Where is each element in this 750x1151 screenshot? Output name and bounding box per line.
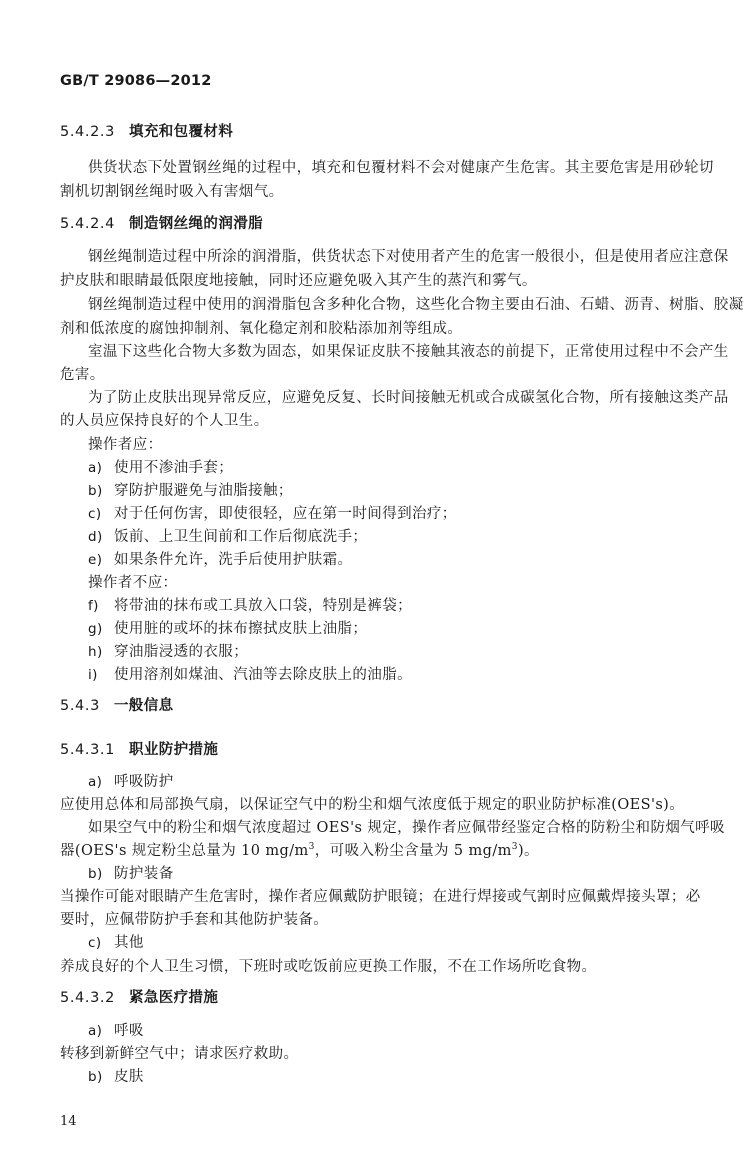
section-title: 一般信息 <box>113 697 174 714</box>
subsection-title: 呼吸 <box>114 1023 144 1039</box>
list-text: 饭前、上卫生间前和工作后彻底洗手； <box>114 529 368 545</box>
paragraph-line: 的人员应保持良好的个人卫生。 <box>60 413 269 429</box>
paragraph-line: 养成良好的个人卫生习惯，下班时或吃饭前应更换工作服，不在工作场所吃食物。 <box>60 959 597 975</box>
list-text: 如果条件允许，洗手后使用护肤霜。 <box>114 552 353 568</box>
section-title: 填充和包覆材料 <box>128 123 234 140</box>
section-heading-5-4-3-2 <box>60 988 218 1008</box>
section-heading-5-4-3-1 <box>60 740 218 760</box>
paragraph-line: 供货状态下处置钢丝绳的过程中，填充和包覆材料不会对健康产生危害。其主要危害是用砂轮切 <box>88 160 714 176</box>
section-title: 紧急医疗措施 <box>128 989 219 1006</box>
section-title: 职业防护措施 <box>128 741 219 758</box>
paragraph-line: 割机切割钢丝绳时吸入有害烟气。 <box>60 184 284 200</box>
subsection-title: 呼吸防护 <box>114 774 174 790</box>
paragraph-line: 室温下这些化合物大多数为固态，如果保证皮肤不接触其液态的前提下，正常使用过程中不会产生 <box>88 344 729 360</box>
paragraph-line: 剂和低浓度的腐蚀抑制剂、氧化稳定剂和胶粘添加剂等组成。 <box>60 321 463 337</box>
list-text: 将带油的抹布或工具放入口袋，特别是裤袋； <box>114 598 412 614</box>
list-label: f) <box>88 598 99 614</box>
list-label: a) <box>88 774 103 790</box>
paragraph-line: 要时，应佩带防护手套和其他防护装备。 <box>60 912 329 928</box>
list-item <box>88 504 457 524</box>
section-heading-5-4-2-3 <box>60 122 233 142</box>
subsection-heading <box>88 772 174 792</box>
list-text: 使用溶剂如煤油、汽油等去除皮肤上的油脂。 <box>114 667 412 683</box>
list-text: 对于任何伤害，即使很轻，应在第一时间得到治疗； <box>114 506 457 522</box>
list-item <box>88 665 412 685</box>
list-label: i) <box>88 667 98 683</box>
list-text: 使用不渗油手套； <box>114 460 234 476</box>
subsection-heading <box>88 933 144 953</box>
subsection-title: 其他 <box>114 935 144 951</box>
paragraph-line: 如果空气中的粉尘和烟气浓度超过 OES's 规定，操作者应佩带经鉴定合格的防粉尘和防烟气呼吸 <box>88 820 725 836</box>
section-number: 5.4.3 <box>60 698 100 714</box>
list-label: a) <box>88 1023 103 1039</box>
page-number: 14 <box>60 1114 77 1129</box>
list-item <box>88 481 293 501</box>
subsection-heading <box>88 1067 144 1087</box>
section-heading-5-4-3 <box>60 696 174 716</box>
list-label: g) <box>88 621 103 637</box>
section-number: 5.4.3.1 <box>60 742 115 758</box>
subsection-title: 防护装备 <box>114 866 174 882</box>
paragraph-line: 应使用总体和局部换气扇，以保证空气中的粉尘和烟气浓度低于规定的职业防护标准(OES's)。 <box>60 797 685 813</box>
section-title: 制造钢丝绳的润滑脂 <box>128 215 264 232</box>
list-item <box>88 458 233 478</box>
section-number: 5.4.2.4 <box>60 216 115 232</box>
list-label: h) <box>88 644 103 660</box>
subsection-heading <box>88 1021 144 1041</box>
list-text: 使用脏的或坏的抹布擦拭皮肤上油脂； <box>114 621 368 637</box>
list-item <box>88 619 367 639</box>
subsection-title: 皮肤 <box>114 1069 144 1085</box>
paragraph-line: 为了防止皮肤出现异常反应，应避免反复、长时间接触无机或合成碳氢化合物，所有接触这类产品 <box>88 390 729 406</box>
list-item <box>88 642 248 662</box>
list-item <box>88 596 412 616</box>
list-item <box>88 550 352 570</box>
list-label: b) <box>88 1069 103 1085</box>
section-number: 5.4.2.3 <box>60 124 115 140</box>
list-label: c) <box>88 935 102 951</box>
list-label: b) <box>88 483 103 499</box>
list-intro: 操作者不应： <box>88 575 178 591</box>
list-text: 穿油脂浸透的衣服； <box>114 644 249 660</box>
list-item <box>88 527 367 547</box>
paragraph-line: 转移到新鲜空气中；请求医疗救助。 <box>60 1046 299 1062</box>
paragraph-line: 护皮肤和眼睛最低限度地接触，同时还应避免吸入其产生的蒸汽和雾气。 <box>60 273 537 289</box>
list-label: d) <box>88 529 103 545</box>
paragraph-line: 钢丝绳制造过程中所涂的润滑脂，供货状态下对使用者产生的危害一般很小，但是使用者应注意保 <box>88 249 729 265</box>
paragraph-line: 器(OES's 规定粉尘总量为 10 $mg/m^3$，可吸入粉尘含量为 5 $mg/m^3$)。 <box>60 842 539 859</box>
section-heading-5-4-2-4 <box>60 214 263 234</box>
list-intro: 操作者应： <box>88 437 163 453</box>
list-label: c) <box>88 506 102 522</box>
list-label: e) <box>88 552 103 568</box>
paragraph-line: 钢丝绳制造过程中使用的润滑脂包含多种化合物，这些化合物主要由石油、石蜡、沥青、树脂、胶凝 <box>88 297 744 313</box>
list-label: a) <box>88 460 103 476</box>
section-number: 5.4.3.2 <box>60 990 115 1006</box>
list-label: b) <box>88 866 103 882</box>
subsection-heading <box>88 864 174 884</box>
paragraph-line: 危害。 <box>60 367 105 383</box>
standard-code-header: GB/T 29086—2012 <box>60 73 212 89</box>
list-text: 穿防护服避免与油脂接触； <box>114 483 293 499</box>
paragraph-line: 当操作可能对眼睛产生危害时，操作者应佩戴防护眼镜；在进行焊接或气割时应佩戴焊接头罩；必 <box>60 889 701 905</box>
